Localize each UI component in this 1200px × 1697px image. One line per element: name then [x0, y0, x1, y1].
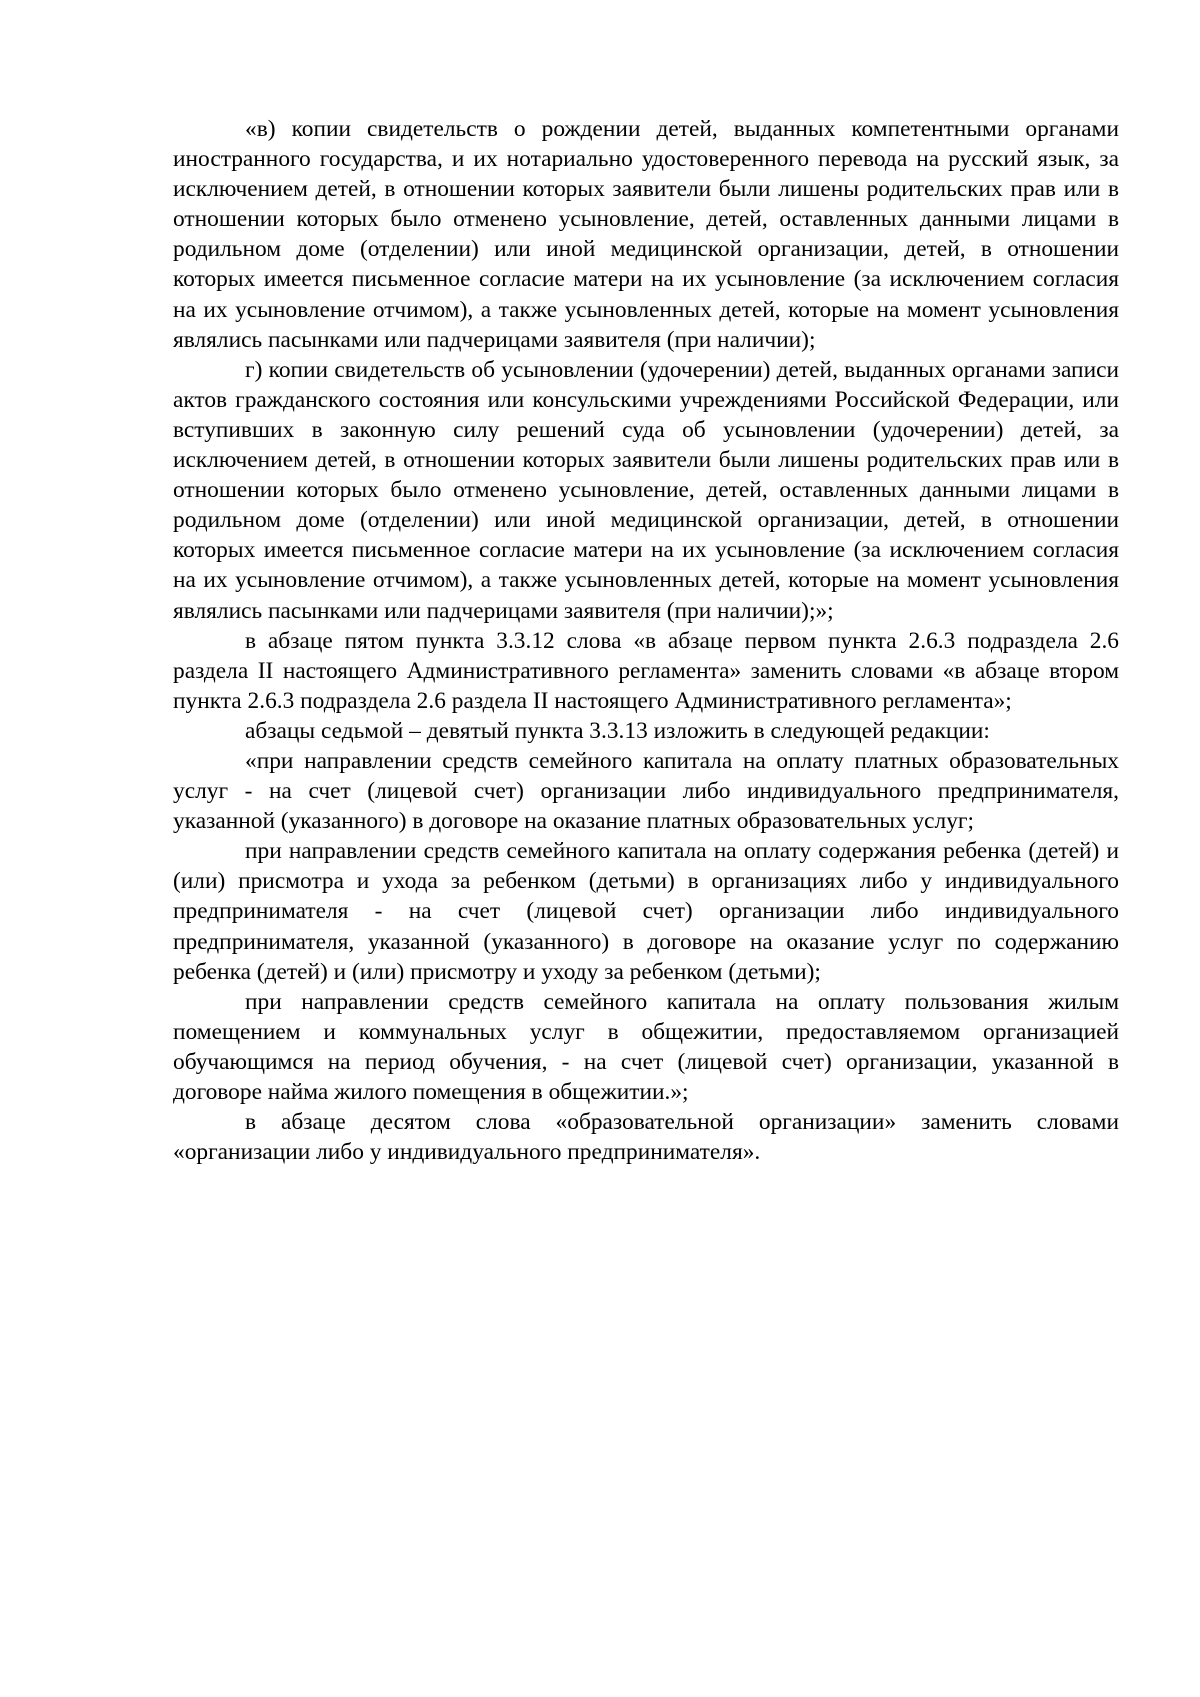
paragraph-child-care: при направлении средств семейного капитала на оплату содержания ребенка (детей) и (или) присмотра и ухода за ребенком (детьми) в организациях либо у индивидуального предпринимателя - на счет (лицевой счет) организации либо индивидуального предпринимателя, указанной (указанного) в договоре на оказание услуг по содержанию ребенка (детей) и (или) присмотру и уходу за ребенком (детьми);	[173, 838, 1119, 985]
paragraph-item-g: г) копии свидетельств об усыновлении (удочерении) детей, выданных органами записи актов гражданского состояния или консульскими учреждениями Российской Федерации, или вступивших в законную силу решений суда об усыновлении (удочерении) детей, за исключением детей, в отношении которых заявители были лишены родительских прав или в отношении которых было отменено усыновление, детей, оставленных данными лицами в родильном доме (отделении) или иной медицинской организации, детей, в отношении которых имеется письменное согласие матери на их усыновление (за исключением согласия на их усыновление отчимом), а также усыновленных детей, которые на момент усыновления являлись пасынками или падчерицами заявителя (при наличии);»;	[173, 356, 1119, 624]
paragraph-amendment-tenth: в абзаце десятом слова «образовательной организации» заменить словами «организации либо у индивидуального предпринимателя».	[173, 1109, 1119, 1166]
paragraph-item-v: «в) копии свидетельств о рождении детей, выданных компетентными органами иностранного государства, и их нотариально удостоверенного перевода на русский язык, за исключением детей, в отношении которых заявители были лишены родительских прав или в отношении которых было отменено усыновление, детей, оставленных данными лицами в родильном доме (отделении) или иной медицинской организации, детей, в отношении которых имеется письменное согласие матери на их усыновление (за исключением согласия на их усыновление отчимом), а также усыновленных детей, которые на момент усыновления являлись пасынками или падчерицами заявителя (при наличии);	[173, 116, 1119, 353]
paragraph-paid-education: «при направлении средств семейного капитала на оплату платных образовательных услуг - на счет (лицевой счет) организации либо индивидуального предпринимателя, указанной (указанного) в договоре на оказание платных образовательных услуг;	[173, 747, 1119, 835]
paragraph-amendment-3-3-13-intro: абзацы седьмой – девятый пункта 3.3.13 изложить в следующей редакции:	[245, 717, 990, 744]
paragraph-dormitory: при направлении средств семейного капитала на оплату пользования жилым помещением и коммунальных услуг в общежитии, предоставляемом организацией обучающимся на период обучения, - на счет (лицевой счет) организации, указанной в договоре найма жилого помещения в общежитии.»;	[173, 988, 1119, 1105]
paragraph-amendment-3-3-12: в абзаце пятом пункта 3.3.12 слова «в абзаце первом пункта 2.6.3 подраздела 2.6 раздела II настоящего Административного регламента» заменить словами «в абзаце втором пункта 2.6.3 подраздела 2.6 раздела II настоящего Административного регламента»;	[173, 627, 1119, 714]
document-body	[173, 114, 1119, 1167]
